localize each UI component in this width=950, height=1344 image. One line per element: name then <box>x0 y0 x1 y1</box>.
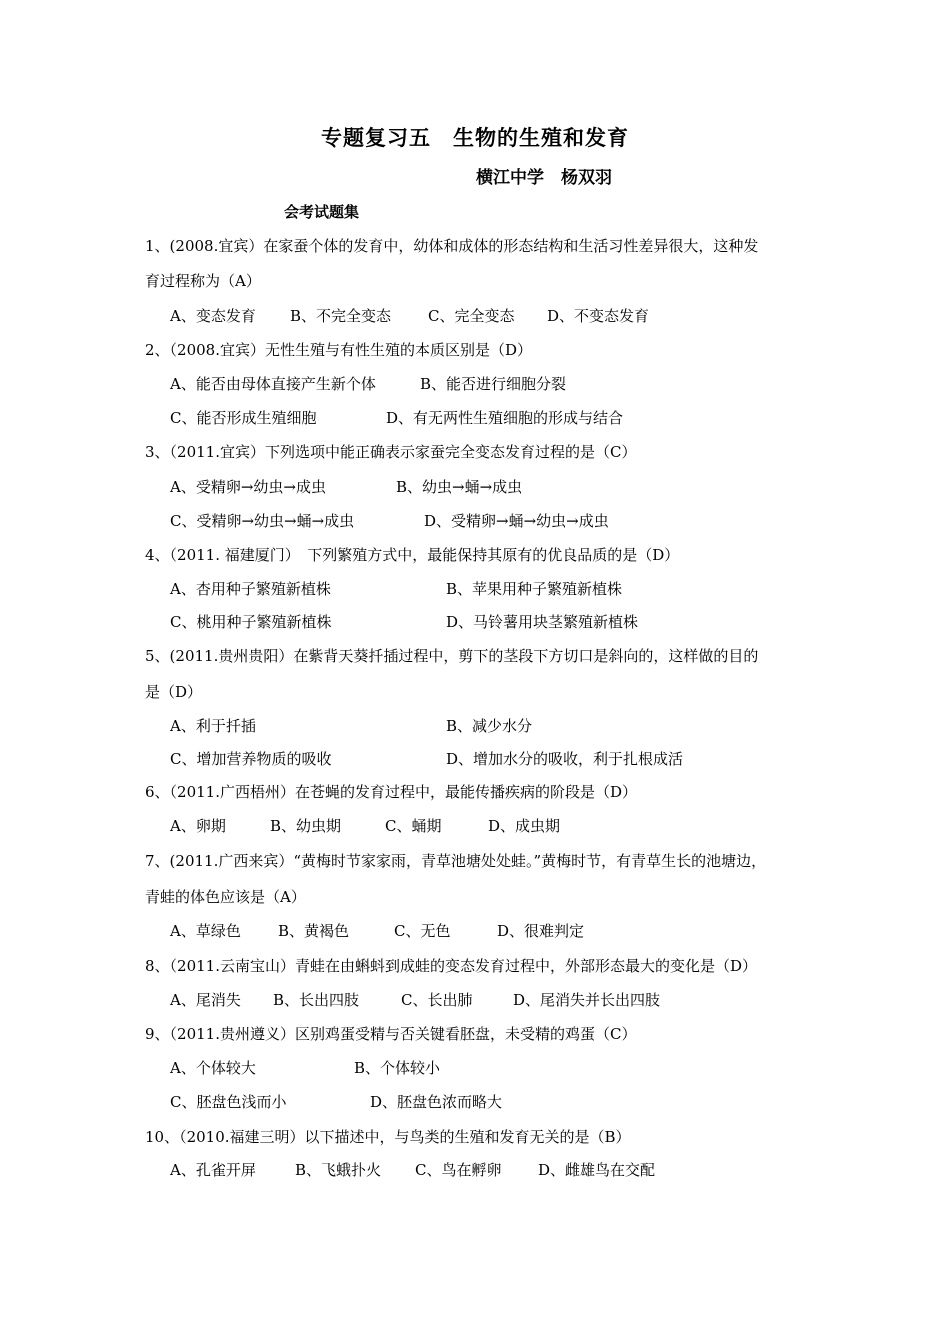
question-9-option-a: A、个体较大 <box>170 1059 256 1077</box>
question-6-option-d: D、成虫期 <box>488 817 561 835</box>
question-4-option-b: B、苹果用种子繁殖新植株 <box>446 580 623 598</box>
question-2-option-a: A、能否由母体直接产生新个体 <box>170 375 376 393</box>
question-6-option-c: C、蛹期 <box>385 817 442 835</box>
question-4-text: 4、（2011. 福建厦门） 下列繁殖方式中，最能保持其原有的优良品质的是（D） <box>145 546 680 564</box>
question-7-option-c: C、无色 <box>394 922 451 940</box>
question-2-option-c: C、能否形成生殖细胞 <box>170 409 317 427</box>
question-10-text: 10、（2010.福建三明）以下描述中，与鸟类的生殖和发育无关的是（B） <box>145 1128 631 1146</box>
question-8-text: 8、（2011.云南宝山）青蛙在由蝌蚪到成蛙的变态发育过程中，外部形态最大的变化是（D） <box>145 957 758 975</box>
question-1-text-cont: 育过程称为（A） <box>145 272 261 290</box>
question-1-option-b: B、不完全变态 <box>290 307 392 325</box>
question-4-option-d: D、马铃薯用块茎繁殖新植株 <box>446 613 639 631</box>
question-2-option-b: B、能否进行细胞分裂 <box>420 375 567 393</box>
question-7-text: 7、(2011.广西来宾）“黄梅时节家家雨，青草池塘处处蛙。”黄梅时节，有青草生长的池塘边， <box>145 852 767 870</box>
document-title: 专题复习五 生物的生殖和发育 <box>321 125 629 150</box>
question-2-text: 2、（2008.宜宾）无性生殖与有性生殖的本质区别是（D） <box>145 341 533 359</box>
question-6-option-a: A、卵期 <box>170 817 226 835</box>
question-6-text: 6、（2011.广西梧州）在苍蝇的发育过程中，最能传播疾病的阶段是（D） <box>145 783 638 801</box>
question-3-option-d: D、受精卵→蛹→幼虫→成虫 <box>424 512 609 530</box>
question-3-option-c: C、受精卵→幼虫→蛹→成虫 <box>170 512 355 530</box>
question-8-option-d: D、尾消失并长出四肢 <box>513 991 661 1009</box>
question-5-option-b: B、减少水分 <box>446 717 533 735</box>
section-heading: 会考试题集 <box>284 203 360 221</box>
question-8-option-c: C、长出肺 <box>401 991 473 1009</box>
question-1-option-d: D、不变态发育 <box>547 307 650 325</box>
question-5-text: 5、(2011.贵州贵阳）在紫背天葵扦插过程中，剪下的茎段下方切口是斜向的，这样做的目的 <box>145 647 759 665</box>
question-3-option-a: A、受精卵→幼虫→成虫 <box>170 478 326 496</box>
question-9-option-b: B、个体较小 <box>354 1059 441 1077</box>
question-2-option-d: D、有无两性生殖细胞的形成与结合 <box>386 409 624 427</box>
question-1-option-a: A、变态发育 <box>170 307 256 325</box>
question-5-text-cont: 是（D） <box>145 683 203 701</box>
question-10-option-b: B、飞蛾扑火 <box>295 1161 382 1179</box>
question-3-text: 3、（2011.宜宾）下列选项中能正确表示家蚕完全变态发育过程的是（C） <box>145 443 637 461</box>
question-1-option-c: C、完全变态 <box>428 307 515 325</box>
question-1-text: 1、(2008.宜宾）在家蚕个体的发育中，幼体和成体的形态结构和生活习性差异很大，这种发 <box>145 237 759 255</box>
question-8-option-b: B、长出四肢 <box>273 991 360 1009</box>
question-6-option-b: B、幼虫期 <box>270 817 342 835</box>
question-7-option-d: D、很难判定 <box>497 922 585 940</box>
question-7-option-a: A、草绿色 <box>170 922 241 940</box>
question-10-option-c: C、鸟在孵卵 <box>415 1161 502 1179</box>
question-4-option-a: A、杏用种子繁殖新植株 <box>170 580 331 598</box>
question-8-option-a: A、尾消失 <box>170 991 241 1009</box>
question-7-option-b: B、黄褐色 <box>278 922 350 940</box>
question-7-text-cont: 青蛙的体色应该是（A） <box>145 888 306 906</box>
question-4-option-c: C、桃用种子繁殖新植株 <box>170 613 332 631</box>
question-5-option-c: C、增加营养物质的吸收 <box>170 750 332 768</box>
question-10-option-d: D、雌雄鸟在交配 <box>538 1161 656 1179</box>
question-5-option-a: A、利于扦插 <box>170 717 256 735</box>
question-3-option-b: B、幼虫→蛹→成虫 <box>396 478 523 496</box>
question-5-option-d: D、增加水分的吸收，利于扎根成活 <box>446 750 684 768</box>
author-line: 横江中学 杨双羽 <box>476 168 612 188</box>
question-10-option-a: A、孔雀开屏 <box>170 1161 256 1179</box>
question-9-option-c: C、胚盘色浅而小 <box>170 1093 287 1111</box>
question-9-option-d: D、胚盘色浓而略大 <box>370 1093 503 1111</box>
question-9-text: 9、（2011.贵州遵义）区别鸡蛋受精与否关键看胚盘，未受精的鸡蛋（C） <box>145 1025 637 1043</box>
